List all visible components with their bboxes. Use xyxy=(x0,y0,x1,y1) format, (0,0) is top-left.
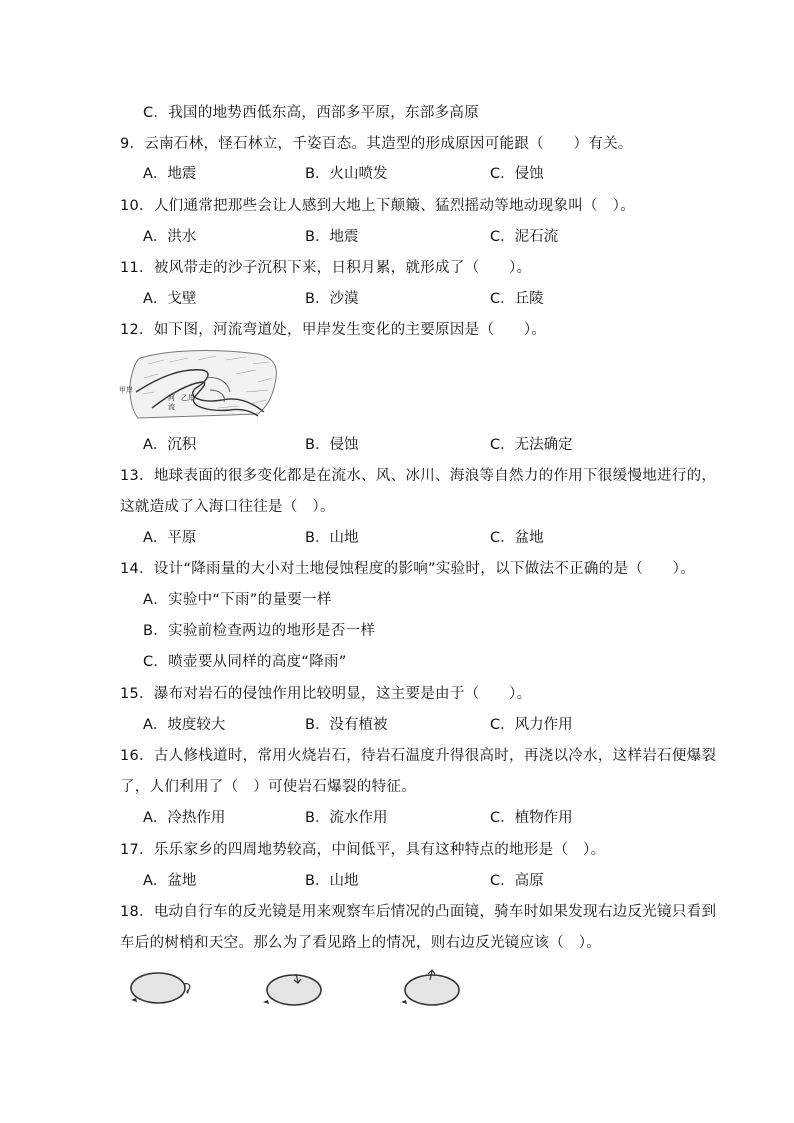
q17-option-c: C．高原 xyxy=(490,873,544,889)
river-bend-figure xyxy=(118,348,280,420)
q16-option-c: C．植物作用 xyxy=(490,810,573,826)
q12-option-b: B．侵蚀 xyxy=(305,437,359,453)
mirror-option-c-figure xyxy=(398,966,464,1008)
q13-option-a: A．平原 xyxy=(143,530,197,546)
q13-option-c: C．盆地 xyxy=(490,530,544,546)
figure-label-he: 河 xyxy=(168,394,175,402)
q13-option-b: B．山地 xyxy=(305,530,359,546)
q17-option-b: B．山地 xyxy=(305,873,359,889)
q11-option-a: A．戈壁 xyxy=(143,291,197,307)
figure-label-liu: 流 xyxy=(168,403,175,411)
q10-option-b: B．地震 xyxy=(305,229,359,245)
q18-stem-cont: 车后的树梢和天空。那么为了看见路上的情况，则右边反光镜应该（ ）。 xyxy=(120,935,602,951)
q10-option-c: C．泥石流 xyxy=(490,229,559,245)
q17-option-a: A．盆地 xyxy=(143,873,197,889)
q14-stem: 14．设计“降雨量的大小对土地侵蚀程度的影响”实验时，以下做法不正确的是（ ）。 xyxy=(120,561,696,577)
mirror-option-a-figure xyxy=(128,968,194,1008)
q10-stem: 10．人们通常把那些会让人感到大地上下颠簸、猛烈摇动等地动现象叫（ ）。 xyxy=(120,198,635,214)
q11-stem: 11．被风带走的沙子沉积下来，日积月累，就形成了（ ）。 xyxy=(120,260,532,276)
q17-stem: 17．乐乐家乡的四周地势较高，中间低平，具有这种特点的地形是（ ）。 xyxy=(120,842,606,858)
q15-option-c: C．风力作用 xyxy=(490,717,573,733)
q14-option-a: A．实验中“下雨”的量要一样 xyxy=(143,592,332,608)
q11-option-c: C．丘陵 xyxy=(490,291,544,307)
q12-stem: 12．如下图，河流弯道处，甲岸发生变化的主要原因是（ ）。 xyxy=(120,322,547,338)
q10-option-a: A．洪水 xyxy=(143,229,197,245)
figure-label-yi: 乙岸 xyxy=(181,394,195,402)
q9-option-c: C．侵蚀 xyxy=(490,166,544,182)
q16-option-a: A．冷热作用 xyxy=(143,810,226,826)
q14-option-b: B．实验前检查两边的地形是否一样 xyxy=(143,623,376,639)
q18-stem: 18．电动自行车的反光镜是用来观察车后情况的凸面镜，骑车时如果发现右边反光镜只看到 xyxy=(120,904,717,920)
q15-stem: 15．瀑布对岩石的侵蚀作用比较明显，这主要是由于（ ）。 xyxy=(120,686,532,702)
q12-option-a: A．沉积 xyxy=(143,437,197,453)
q9-option-a: A．地震 xyxy=(143,166,197,182)
q16-stem-cont: 了，人们利用了（ ）可使岩石爆裂的特征。 xyxy=(120,779,416,795)
q14-option-c: C．喷壶要从同样的高度“降雨” xyxy=(143,654,347,670)
q15-option-b: B．没有植被 xyxy=(305,717,388,733)
q15-option-a: A．坡度较大 xyxy=(143,717,226,733)
q9-option-b: B．火山喷发 xyxy=(305,166,388,182)
q16-stem: 16．古人修栈道时，常用火烧岩石，待岩石温度升得很高时，再浇以冷水，这样岩石便爆裂 xyxy=(120,748,717,764)
q8-option-c: C．我国的地势西低东高，西部多平原，东部多高原 xyxy=(143,105,480,121)
q13-stem: 13．地球表面的很多变化都是在流水、风、冰川、海浪等自然力的作用下很缓慢地进行的， xyxy=(120,468,717,484)
q13-stem-cont: 这就造成了入海口往往是（ ）。 xyxy=(120,499,335,515)
mirror-option-b-figure xyxy=(260,968,326,1008)
q16-option-b: B．流水作用 xyxy=(305,810,388,826)
q9-stem: 9．云南石林，怪石林立，千姿百态。其造型的形成原因可能跟（ ）有关。 xyxy=(120,136,633,152)
q12-option-c: C．无法确定 xyxy=(490,437,573,453)
figure-label-jia: 甲岸 xyxy=(119,386,133,394)
q11-option-b: B．沙漠 xyxy=(305,291,359,307)
